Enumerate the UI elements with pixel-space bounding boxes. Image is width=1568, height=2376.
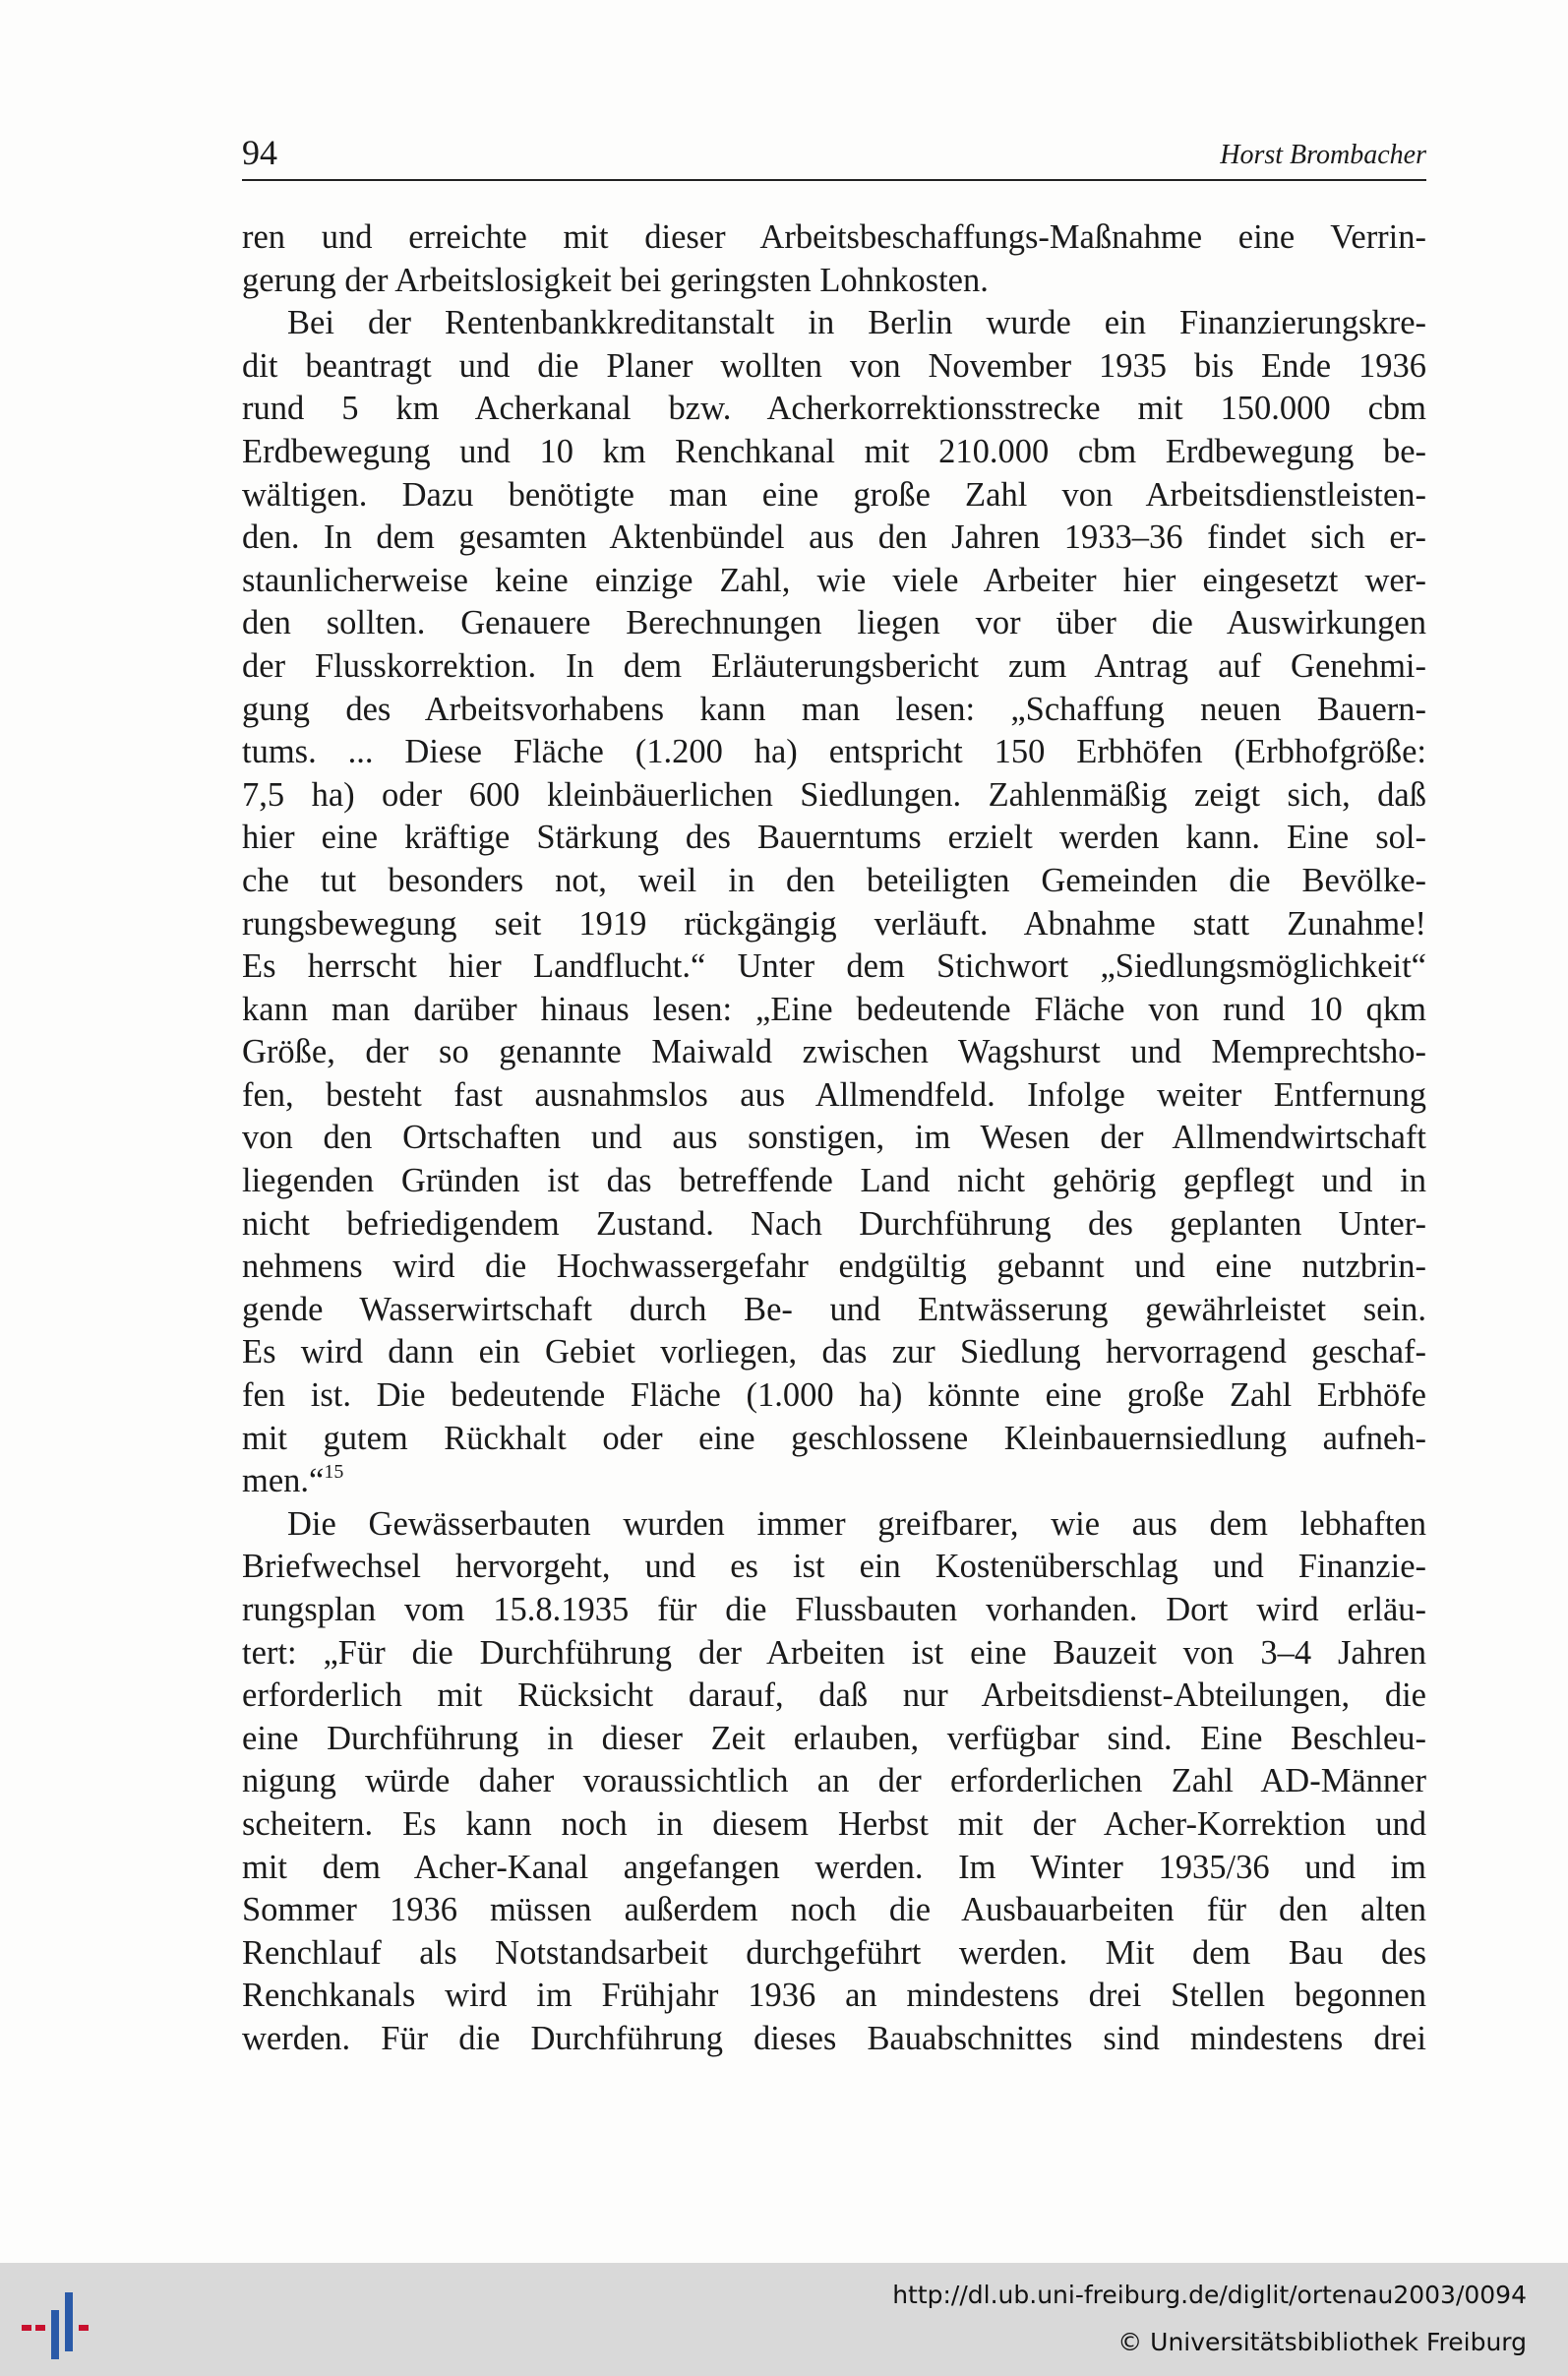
text-line: tums. ... Diese Fläche (1.200 ha) entspricht 150 Erbhöfen (Erbhofgröße:: [242, 733, 1426, 771]
text-line: dit beantragt und die Planer wollten von November 1935 bis Ende 1936: [242, 346, 1426, 385]
text-line: mit gutem Rückhalt oder eine geschlossene Kleinbauernsiedlung aufneh-: [242, 1419, 1426, 1457]
text-line: rund 5 km Acherkanal bzw. Acherkorrektionsstrecke mit 150.000 cbm: [242, 390, 1426, 428]
text-line: den. In dem gesamten Aktenbündel aus den Jahren 1933–36 findet sich er-: [242, 518, 1426, 557]
source-url-link[interactable]: http://dl.ub.uni-freiburg.de/diglit/ortenau2003/0094: [892, 2281, 1527, 2309]
text-line: Bei der Rentenbankkreditanstalt in Berlin wurde ein Finanzierungskre-: [287, 304, 1426, 342]
text-line: scheitern. Es kann noch in diesem Herbst mit der Acher-Korrektion und: [242, 1804, 1426, 1843]
text-line: [242, 1460, 1426, 1503]
text-line: hier eine kräftige Stärkung des Bauerntums erzielt werden kann. Eine sol-: [242, 819, 1426, 857]
text-line: der Flusskorrektion. In dem Erläuterungsbericht zum Antrag auf Genehmi-: [242, 646, 1426, 685]
text-line: Erdbewegung und 10 km Renchkanal mit 210.000 cbm Erdbewegung be-: [242, 432, 1426, 470]
text-line: gerung der Arbeitslosigkeit bei geringsten Lohnkosten.: [242, 261, 989, 299]
text-line: den sollten. Genauere Berechnungen liegen vor über die Auswirkungen: [242, 604, 1426, 642]
text-line: staunlicherweise keine einzige Zahl, wie viele Arbeiter hier eingesetzt wer-: [242, 561, 1426, 599]
text-line: Briefwechsel hervorgeht, und es ist ein Kostenüberschlag und Finanzie-: [242, 1548, 1426, 1586]
text-line: Renchkanals wird im Frühjahr 1936 an mindestens drei Stellen begonnen: [242, 1977, 1426, 2015]
text-line: Sommer 1936 müssen außerdem noch die Ausbauarbeiten für den alten: [242, 1891, 1426, 1929]
text-line: kann man darüber hinaus lesen: „Eine bedeutende Fläche von rund 10 qkm: [242, 990, 1426, 1028]
text-line: erforderlich mit Rücksicht darauf, daß nur Arbeitsdienst-Abteilungen, die: [242, 1676, 1426, 1715]
library-logo-icon: [22, 2292, 100, 2361]
page-number: 94: [242, 133, 277, 172]
text-line: Es wird dann ein Gebiet vorliegen, das zur Siedlung hervorragend geschaf-: [242, 1333, 1426, 1371]
copyright-notice: © Universitätsbibliothek Freiburg: [1117, 2328, 1527, 2356]
text-line: nehmens wird die Hochwassergefahr endgültig gebannt und eine nutzbrin-: [242, 1248, 1426, 1286]
text-line: gung des Arbeitsvorhabens kann man lesen: „Schaffung neuen Bauern-: [242, 690, 1426, 728]
text-line: che tut besonders not, weil in den beteiligten Gemeinden die Bevölke-: [242, 861, 1426, 899]
running-head-author: Horst Brombacher: [1220, 140, 1426, 170]
text-line: Größe, der so genannte Maiwald zwischen Wagshurst und Memprechtsho-: [242, 1033, 1426, 1071]
repository-footer: [0, 2263, 1568, 2376]
text-line: wältigen. Dazu benötigte man eine große Zahl von Arbeitsdienstleisten-: [242, 475, 1426, 514]
text-line: 7,5 ha) oder 600 kleinbäuerlichen Siedlungen. Zahlenmäßig zeigt sich, daß: [242, 775, 1426, 814]
text-line: eine Durchführung in dieser Zeit erlauben, verfügbar sind. Eine Beschleu-: [242, 1719, 1426, 1757]
text-line: nicht befriedigendem Zustand. Nach Durchführung des geplanten Unter-: [242, 1204, 1426, 1243]
text-line: rungsbewegung seit 1919 rückgängig verläuft. Abnahme statt Zunahme!: [242, 904, 1426, 943]
text-line: mit dem Acher-Kanal angefangen werden. Im Winter 1935/36 und im: [242, 1848, 1426, 1886]
text-line: von den Ortschaften und aus sonstigen, im Wesen der Allmendwirtschaft: [242, 1119, 1426, 1157]
text-line: Renchlauf als Notstandsarbeit durchgeführt werden. Mit dem Bau des: [242, 1933, 1426, 1972]
text-line: fen, besteht fast ausnahmslos aus Allmendfeld. Infolge weiter Entfernung: [242, 1075, 1426, 1114]
text-line: werden. Für die Durchführung dieses Bauabschnittes sind mindestens drei: [242, 2019, 1426, 2057]
text-line: ren und erreichte mit dieser Arbeitsbeschaffungs-Maßnahme eine Verrin-: [242, 218, 1426, 256]
text-line: tert: „Für die Durchführung der Arbeiten ist eine Bauzeit von 3–4 Jahren: [242, 1633, 1426, 1672]
body-text: [242, 216, 1426, 2061]
text-line: Die Gewässerbauten wurden immer greifbarer, wie aus dem lebhaften: [287, 1504, 1426, 1543]
text-line: gende Wasserwirtschaft durch Be- und Entwässerung gewährleistet sein.: [242, 1290, 1426, 1328]
text-line: nigung würde daher voraussichtlich an der erforderlichen Zahl AD-Männer: [242, 1762, 1426, 1800]
text-line-content: men.“: [242, 1462, 325, 1500]
text-line: rungsplan vom 15.8.1935 für die Flussbauten vorhanden. Dort wird erläu-: [242, 1591, 1426, 1628]
footnote-reference[interactable]: 15: [324, 1461, 344, 1484]
page-header: [242, 130, 1426, 181]
text-line: Es herrscht hier Landflucht.“ Unter dem Stichwort „Siedlungsmöglichkeit“: [242, 947, 1426, 986]
text-line: fen ist. Die bedeutende Fläche (1.000 ha) könnte eine große Zahl Erbhöfe: [242, 1376, 1426, 1415]
text-line: liegenden Gründen ist das betreffende Land nicht gehörig gepflegt und in: [242, 1162, 1426, 1200]
